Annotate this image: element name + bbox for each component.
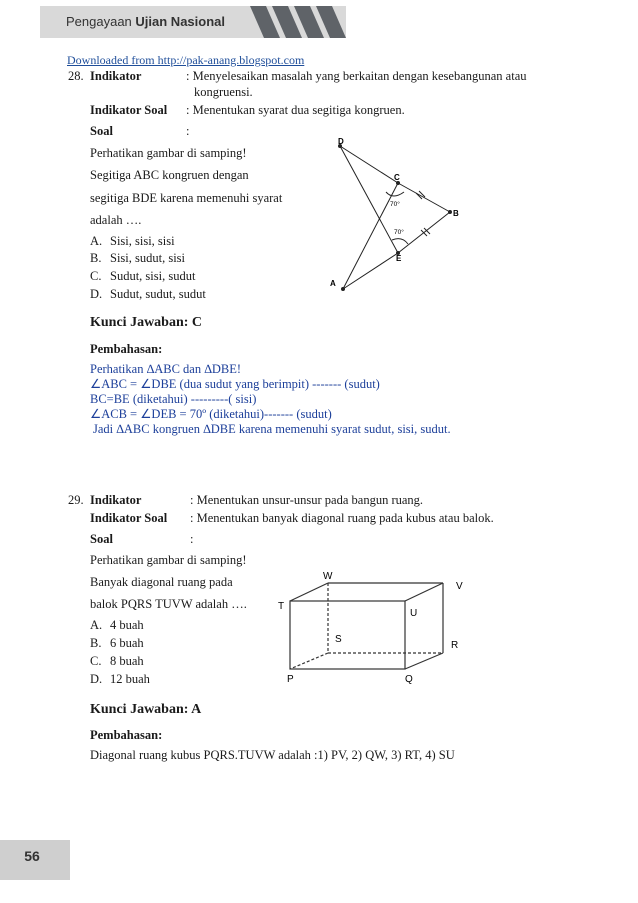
q29-kunci: Kunci Jawaban: A (90, 702, 202, 717)
q28-label-b: B (453, 209, 459, 218)
q29-pembahasan-label: Pembahasan: (90, 728, 163, 742)
q28-indikator-cont: kongruensi. (194, 85, 253, 99)
q28-line-1: Perhatikan gambar di samping! (90, 146, 247, 160)
q28-option-c: Sudut, sisi, sudut (110, 269, 196, 283)
q28-option-d: Sudut, sudut, sudut (110, 287, 206, 301)
q29-line-2: Banyak diagonal ruang pada (90, 575, 233, 589)
q29-indikator-label: Indikator (90, 493, 142, 507)
q28-option-a: Sisi, sisi, sisi (110, 234, 175, 248)
q29-option-c-key: C. (90, 654, 102, 668)
q28-line-2: Segitiga ABC kongruen dengan (90, 168, 249, 182)
q29-label-v: V (456, 581, 463, 592)
q29-soal-colon: : (190, 532, 194, 546)
q29-indikator-soal: : Menentukan banyak diagonal ruang pada kubus atau balok. (190, 511, 494, 525)
q29-label-p: P (287, 674, 294, 685)
q28-label-c: C (394, 173, 400, 182)
q28-point-b (448, 210, 452, 214)
q29-option-a-key: A. (90, 618, 103, 632)
q28-angle-e: 70° (394, 229, 404, 236)
q29-label-q: Q (405, 674, 413, 685)
q29-cuboid-figure (275, 568, 470, 688)
q28-pembahasan-line-2: ∠ABC = ∠DBE (dua sudut yang berimpit) ------- (sudut) (90, 377, 380, 391)
q29-line-1: Perhatikan gambar di samping! (90, 553, 247, 567)
q29-number: 29. (68, 493, 84, 507)
q29-option-b: 6 buah (110, 636, 144, 650)
header-prefix: Pengayaan (66, 14, 132, 29)
q28-label-d: D (338, 137, 344, 146)
q28-kunci: Kunci Jawaban: C (90, 315, 203, 330)
q28-angle-c: 70° (390, 201, 400, 208)
q28-option-b-key: B. (90, 251, 102, 265)
q29-option-b-key: B. (90, 636, 102, 650)
q29-option-c: 8 buah (110, 654, 144, 668)
q29-label-r: R (451, 640, 459, 651)
q28-line-3: segitiga BDE karena memenuhi syarat (90, 191, 283, 205)
q29-option-d: 12 buah (110, 672, 150, 686)
header-stripes-decoration (236, 6, 346, 38)
q28-pembahasan-label: Pembahasan: (90, 342, 163, 356)
page-number: 56 (24, 848, 40, 864)
q28-option-c-key: C. (90, 269, 102, 283)
q29-indikator: : Menentukan unsur-unsur pada bangun ruang. (190, 493, 424, 507)
q28-option-a-key: A. (90, 234, 103, 248)
q29-option-d-key: D. (90, 672, 103, 686)
q28-soal-colon: : (186, 124, 190, 138)
q28-indikator: : Menyelesaikan masalah yang berkaitan dengan kesebangunan atau (186, 69, 527, 83)
q28-triangle-figure (320, 132, 470, 300)
header-title (66, 14, 225, 29)
q28-pembahasan-line-3: BC=BE (diketahui) ---------( sisi) (90, 392, 257, 406)
q28-pembahasan-line-5: Jadi ∆ABC kongruen ∆DBE karena memenuhi syarat sudut, sisi, sudut. (93, 422, 451, 436)
q29-label-w: W (323, 571, 333, 582)
q28-indikator-label: Indikator (90, 69, 142, 83)
q28-option-b: Sisi, sudut, sisi (110, 251, 186, 265)
q29-label-u: U (410, 608, 418, 619)
q28-number: 28. (68, 69, 84, 83)
q29-line-3: balok PQRS TUVW adalah …. (90, 597, 247, 611)
q28-label-a: A (330, 279, 336, 288)
q28-pembahasan-line-1: Perhatikan ∆ABC dan ∆DBE! (90, 362, 242, 376)
header-title-bold: Ujian Nasional (135, 14, 225, 29)
q29-pembahasan: Diagonal ruang kubus PQRS.TUVW adalah :1) PV, 2) QW, 3) RT, 4) SU (90, 748, 455, 762)
q29-indikator-soal-label: Indikator Soal (90, 511, 168, 525)
q28-indikator-soal: : Menentukan syarat dua segitiga kongruen. (186, 103, 405, 117)
q28-pembahasan-line-4: ∠ACB = ∠DEB = 70º (diketahui)------- (sudut) (90, 407, 332, 421)
q28-line-4: adalah …. (90, 213, 142, 227)
q28-option-d-key: D. (90, 287, 103, 301)
q28-point-a (341, 287, 345, 291)
q29-option-a: 4 buah (110, 618, 144, 632)
q28-soal-label: Soal (90, 124, 113, 138)
q29-soal-label: Soal (90, 532, 113, 546)
source-link[interactable]: Downloaded from http://pak-anang.blogspot.com (67, 53, 305, 67)
q29-label-s: S (335, 634, 342, 645)
q28-label-e: E (396, 254, 402, 263)
q29-label-t: T (278, 601, 285, 612)
q28-indikator-soal-label: Indikator Soal (90, 103, 168, 117)
